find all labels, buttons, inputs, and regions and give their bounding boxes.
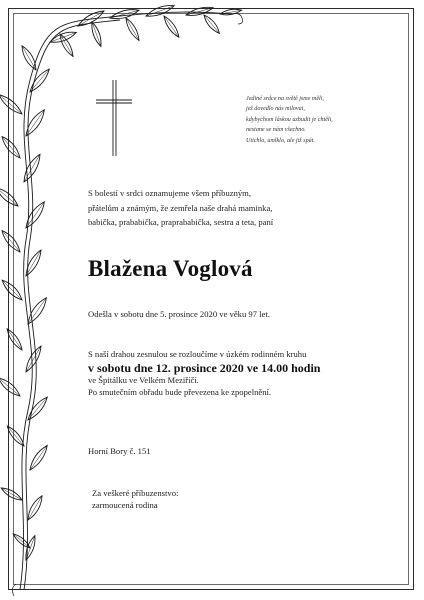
family-address: Horní Bory č. 151 bbox=[88, 446, 151, 456]
signature-line: zarmoucená rodina bbox=[92, 499, 158, 510]
funeral-line: S naší drahou zesnulou se rozloučíme v úzkém rodinném kruhu bbox=[88, 349, 307, 359]
funeral-info bbox=[88, 349, 320, 398]
poem bbox=[246, 94, 406, 146]
intro-line: přátelům a známým, že zemřela naše drahá maminka, bbox=[88, 202, 273, 213]
deceased-name: Blažena Voglová bbox=[88, 256, 253, 281]
poem-line: kdybychom láskou uzbudit je chtěli, bbox=[246, 116, 333, 123]
poem-line: Utichlo, umlklo, ale již spát. bbox=[246, 137, 315, 144]
funeral-place: ve Špitálku ve Velkém Meziříčí. bbox=[88, 374, 199, 385]
intro-line: S bolestí v srdci oznamujeme všem příbuzným, bbox=[88, 188, 252, 198]
signature-line: Za veškeré příbuzenstvo: bbox=[92, 488, 179, 498]
poem-line: Jediné srdce na světě jsme měli, bbox=[246, 96, 324, 102]
funeral-line: Po smutečním obřadu bude převezena ke zpopelnění. bbox=[88, 386, 272, 397]
cross-icon bbox=[96, 80, 132, 156]
poem-line: jež dovedlo nás milovat, bbox=[246, 106, 305, 113]
intro-line: babička, prababička, praprababička, sestra a teta, paní bbox=[88, 217, 274, 228]
announcement-intro bbox=[88, 186, 273, 230]
funeral-date: v sobotu dne 12. prosince 2020 ve 14.00 hodin bbox=[88, 360, 321, 375]
signature-block bbox=[92, 488, 178, 512]
death-notice: Odešla v sobotu dne 5. prosince 2020 ve věku 97 let. bbox=[88, 309, 270, 319]
poem-line: nestane se nám všechno. bbox=[246, 127, 306, 134]
